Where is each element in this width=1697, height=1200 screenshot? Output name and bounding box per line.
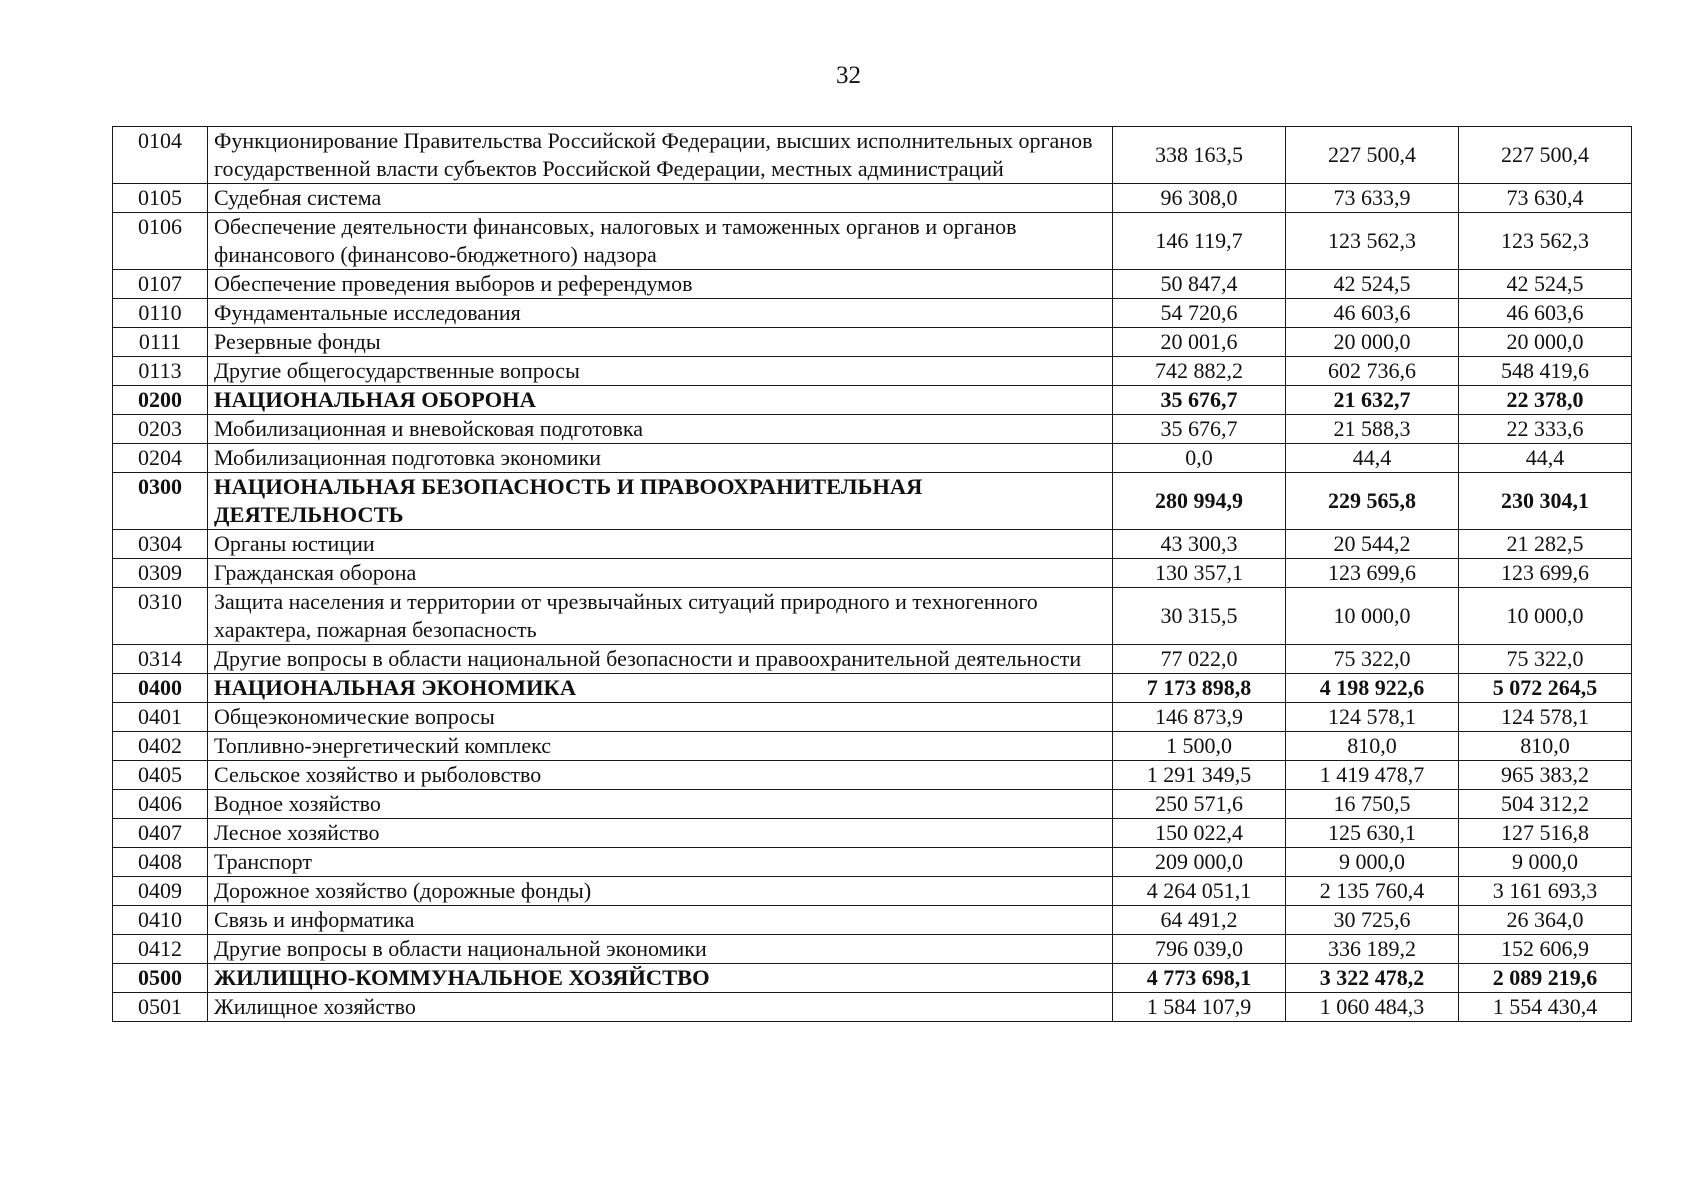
- row-value-2-cell: 30 725,6: [1286, 906, 1459, 935]
- row-code-cell: 0400: [113, 674, 208, 703]
- row-name-cell: Мобилизационная и вневойсковая подготовка: [208, 415, 1113, 444]
- row-value-1-cell: 96 308,0: [1113, 184, 1286, 213]
- row-code-cell: 0304: [113, 530, 208, 559]
- row-value-2-cell: 123 562,3: [1286, 213, 1459, 270]
- row-code-cell: 0412: [113, 935, 208, 964]
- row-value-1-cell: 742 882,2: [1113, 357, 1286, 386]
- row-value-1-cell: 0,0: [1113, 444, 1286, 473]
- table-row: [113, 559, 1632, 588]
- row-code-cell: 0107: [113, 270, 208, 299]
- row-code-cell: 0409: [113, 877, 208, 906]
- table-row: [113, 270, 1632, 299]
- row-value-1-cell: 35 676,7: [1113, 415, 1286, 444]
- table-row: [113, 674, 1632, 703]
- row-value-1-cell: 209 000,0: [1113, 848, 1286, 877]
- row-value-1-cell: 130 357,1: [1113, 559, 1286, 588]
- row-code-cell: 0113: [113, 357, 208, 386]
- row-code-cell: 0401: [113, 703, 208, 732]
- row-value-2-cell: 123 699,6: [1286, 559, 1459, 588]
- row-value-3-cell: 152 606,9: [1459, 935, 1632, 964]
- row-value-3-cell: 20 000,0: [1459, 328, 1632, 357]
- row-name-cell: Дорожное хозяйство (дорожные фонды): [208, 877, 1113, 906]
- row-code-cell: 0110: [113, 299, 208, 328]
- row-value-3-cell: 10 000,0: [1459, 588, 1632, 645]
- row-code-cell: 0111: [113, 328, 208, 357]
- row-value-3-cell: 123 699,6: [1459, 559, 1632, 588]
- row-name-cell: Лесное хозяйство: [208, 819, 1113, 848]
- row-value-2-cell: 44,4: [1286, 444, 1459, 473]
- table-row: [113, 127, 1632, 184]
- table-row: [113, 993, 1632, 1022]
- row-value-1-cell: 796 039,0: [1113, 935, 1286, 964]
- row-value-2-cell: 1 419 478,7: [1286, 761, 1459, 790]
- row-value-3-cell: 230 304,1: [1459, 473, 1632, 530]
- row-code-cell: 0314: [113, 645, 208, 674]
- row-code-cell: 0300: [113, 473, 208, 530]
- row-name-cell: Топливно-энергетический комплекс: [208, 732, 1113, 761]
- row-value-3-cell: 22 333,6: [1459, 415, 1632, 444]
- row-value-2-cell: 3 322 478,2: [1286, 964, 1459, 993]
- row-value-1-cell: 1 584 107,9: [1113, 993, 1286, 1022]
- row-value-2-cell: 20 000,0: [1286, 328, 1459, 357]
- row-value-3-cell: 127 516,8: [1459, 819, 1632, 848]
- row-value-2-cell: 46 603,6: [1286, 299, 1459, 328]
- table-row: [113, 703, 1632, 732]
- row-name-cell: НАЦИОНАЛЬНАЯ ОБОРОНА: [208, 386, 1113, 415]
- row-value-3-cell: 124 578,1: [1459, 703, 1632, 732]
- row-value-2-cell: 125 630,1: [1286, 819, 1459, 848]
- row-value-3-cell: 75 322,0: [1459, 645, 1632, 674]
- row-value-3-cell: 123 562,3: [1459, 213, 1632, 270]
- row-value-3-cell: 26 364,0: [1459, 906, 1632, 935]
- row-value-1-cell: 1 500,0: [1113, 732, 1286, 761]
- table-row: [113, 848, 1632, 877]
- row-value-1-cell: 280 994,9: [1113, 473, 1286, 530]
- row-value-3-cell: 2 089 219,6: [1459, 964, 1632, 993]
- row-value-1-cell: 64 491,2: [1113, 906, 1286, 935]
- row-value-3-cell: 965 383,2: [1459, 761, 1632, 790]
- row-value-2-cell: 10 000,0: [1286, 588, 1459, 645]
- row-code-cell: 0408: [113, 848, 208, 877]
- row-value-2-cell: 20 544,2: [1286, 530, 1459, 559]
- row-name-cell: Другие вопросы в области национальной экономики: [208, 935, 1113, 964]
- table-row: [113, 964, 1632, 993]
- row-name-cell: ЖИЛИЩНО-КОММУНАЛЬНОЕ ХОЗЯЙСТВО: [208, 964, 1113, 993]
- row-value-3-cell: 22 378,0: [1459, 386, 1632, 415]
- row-value-3-cell: 5 072 264,5: [1459, 674, 1632, 703]
- row-value-3-cell: 504 312,2: [1459, 790, 1632, 819]
- row-value-2-cell: 602 736,6: [1286, 357, 1459, 386]
- row-name-cell: Судебная система: [208, 184, 1113, 213]
- row-value-2-cell: 75 322,0: [1286, 645, 1459, 674]
- row-name-cell: Жилищное хозяйство: [208, 993, 1113, 1022]
- row-value-1-cell: 35 676,7: [1113, 386, 1286, 415]
- row-value-2-cell: 21 588,3: [1286, 415, 1459, 444]
- row-value-2-cell: 1 060 484,3: [1286, 993, 1459, 1022]
- table-row: [113, 790, 1632, 819]
- row-value-3-cell: 9 000,0: [1459, 848, 1632, 877]
- table-row: [113, 877, 1632, 906]
- row-value-3-cell: 3 161 693,3: [1459, 877, 1632, 906]
- table-row: [113, 819, 1632, 848]
- table-row: [113, 645, 1632, 674]
- row-value-3-cell: 1 554 430,4: [1459, 993, 1632, 1022]
- row-code-cell: 0106: [113, 213, 208, 270]
- row-value-1-cell: 338 163,5: [1113, 127, 1286, 184]
- table-row: [113, 473, 1632, 530]
- row-value-1-cell: 146 873,9: [1113, 703, 1286, 732]
- row-value-2-cell: 810,0: [1286, 732, 1459, 761]
- row-name-cell: Водное хозяйство: [208, 790, 1113, 819]
- row-name-cell: Связь и информатика: [208, 906, 1113, 935]
- table-row: [113, 328, 1632, 357]
- row-value-2-cell: 2 135 760,4: [1286, 877, 1459, 906]
- row-code-cell: 0204: [113, 444, 208, 473]
- budget-table: [112, 126, 1632, 1022]
- row-value-3-cell: 46 603,6: [1459, 299, 1632, 328]
- table-row: [113, 935, 1632, 964]
- row-value-1-cell: 43 300,3: [1113, 530, 1286, 559]
- row-value-3-cell: 548 419,6: [1459, 357, 1632, 386]
- row-name-cell: Органы юстиции: [208, 530, 1113, 559]
- row-code-cell: 0500: [113, 964, 208, 993]
- row-name-cell: Функционирование Правительства Российской Федерации, высших исполнительных органов государственной власти субъектов Российской Федерации, местных администраций: [208, 127, 1113, 184]
- row-value-1-cell: 4 264 051,1: [1113, 877, 1286, 906]
- row-value-1-cell: 50 847,4: [1113, 270, 1286, 299]
- row-value-1-cell: 20 001,6: [1113, 328, 1286, 357]
- row-value-2-cell: 227 500,4: [1286, 127, 1459, 184]
- table-row: [113, 386, 1632, 415]
- row-value-1-cell: 250 571,6: [1113, 790, 1286, 819]
- row-value-3-cell: 810,0: [1459, 732, 1632, 761]
- table-row: [113, 299, 1632, 328]
- row-value-3-cell: 42 524,5: [1459, 270, 1632, 299]
- row-name-cell: Другие вопросы в области национальной безопасности и правоохранительной деятельности: [208, 645, 1113, 674]
- row-value-1-cell: 77 022,0: [1113, 645, 1286, 674]
- row-name-cell: Транспорт: [208, 848, 1113, 877]
- row-value-2-cell: 9 000,0: [1286, 848, 1459, 877]
- table-row: [113, 357, 1632, 386]
- row-name-cell: НАЦИОНАЛЬНАЯ БЕЗОПАСНОСТЬ И ПРАВООХРАНИТЕЛЬНАЯ ДЕЯТЕЛЬНОСТЬ: [208, 473, 1113, 530]
- row-code-cell: 0407: [113, 819, 208, 848]
- row-code-cell: 0405: [113, 761, 208, 790]
- row-name-cell: Сельское хозяйство и рыболовство: [208, 761, 1113, 790]
- row-value-2-cell: 124 578,1: [1286, 703, 1459, 732]
- row-name-cell: Защита населения и территории от чрезвычайных ситуаций природного и техногенного характера, пожарная безопасность: [208, 588, 1113, 645]
- row-code-cell: 0410: [113, 906, 208, 935]
- table-row: [113, 732, 1632, 761]
- row-value-2-cell: 16 750,5: [1286, 790, 1459, 819]
- row-code-cell: 0310: [113, 588, 208, 645]
- row-code-cell: 0402: [113, 732, 208, 761]
- row-value-1-cell: 4 773 698,1: [1113, 964, 1286, 993]
- row-value-3-cell: 227 500,4: [1459, 127, 1632, 184]
- row-value-1-cell: 1 291 349,5: [1113, 761, 1286, 790]
- row-name-cell: Резервные фонды: [208, 328, 1113, 357]
- row-value-3-cell: 73 630,4: [1459, 184, 1632, 213]
- row-name-cell: Мобилизационная подготовка экономики: [208, 444, 1113, 473]
- row-code-cell: 0203: [113, 415, 208, 444]
- table-row: [113, 530, 1632, 559]
- row-code-cell: 0501: [113, 993, 208, 1022]
- row-value-3-cell: 44,4: [1459, 444, 1632, 473]
- table-row: [113, 588, 1632, 645]
- row-code-cell: 0200: [113, 386, 208, 415]
- row-name-cell: Обеспечение проведения выборов и референдумов: [208, 270, 1113, 299]
- row-value-2-cell: 73 633,9: [1286, 184, 1459, 213]
- row-name-cell: Гражданская оборона: [208, 559, 1113, 588]
- table-row: [113, 184, 1632, 213]
- row-value-1-cell: 146 119,7: [1113, 213, 1286, 270]
- row-value-1-cell: 54 720,6: [1113, 299, 1286, 328]
- row-value-1-cell: 7 173 898,8: [1113, 674, 1286, 703]
- row-name-cell: НАЦИОНАЛЬНАЯ ЭКОНОМИКА: [208, 674, 1113, 703]
- table-row: [113, 213, 1632, 270]
- row-value-1-cell: 30 315,5: [1113, 588, 1286, 645]
- row-name-cell: Обеспечение деятельности финансовых, налоговых и таможенных органов и органов финансового (финансово-бюджетного) надзора: [208, 213, 1113, 270]
- row-value-2-cell: 4 198 922,6: [1286, 674, 1459, 703]
- row-name-cell: Фундаментальные исследования: [208, 299, 1113, 328]
- table-row: [113, 415, 1632, 444]
- row-value-2-cell: 336 189,2: [1286, 935, 1459, 964]
- row-code-cell: 0104: [113, 127, 208, 184]
- row-value-2-cell: 21 632,7: [1286, 386, 1459, 415]
- row-code-cell: 0406: [113, 790, 208, 819]
- table-row: [113, 906, 1632, 935]
- row-value-2-cell: 229 565,8: [1286, 473, 1459, 530]
- row-value-2-cell: 42 524,5: [1286, 270, 1459, 299]
- row-name-cell: Общеэкономические вопросы: [208, 703, 1113, 732]
- row-name-cell: Другие общегосударственные вопросы: [208, 357, 1113, 386]
- budget-table-body: [113, 127, 1632, 1022]
- row-code-cell: 0309: [113, 559, 208, 588]
- table-row: [113, 761, 1632, 790]
- table-row: [113, 444, 1632, 473]
- page-number: 32: [836, 62, 861, 89]
- row-value-3-cell: 21 282,5: [1459, 530, 1632, 559]
- row-value-1-cell: 150 022,4: [1113, 819, 1286, 848]
- row-code-cell: 0105: [113, 184, 208, 213]
